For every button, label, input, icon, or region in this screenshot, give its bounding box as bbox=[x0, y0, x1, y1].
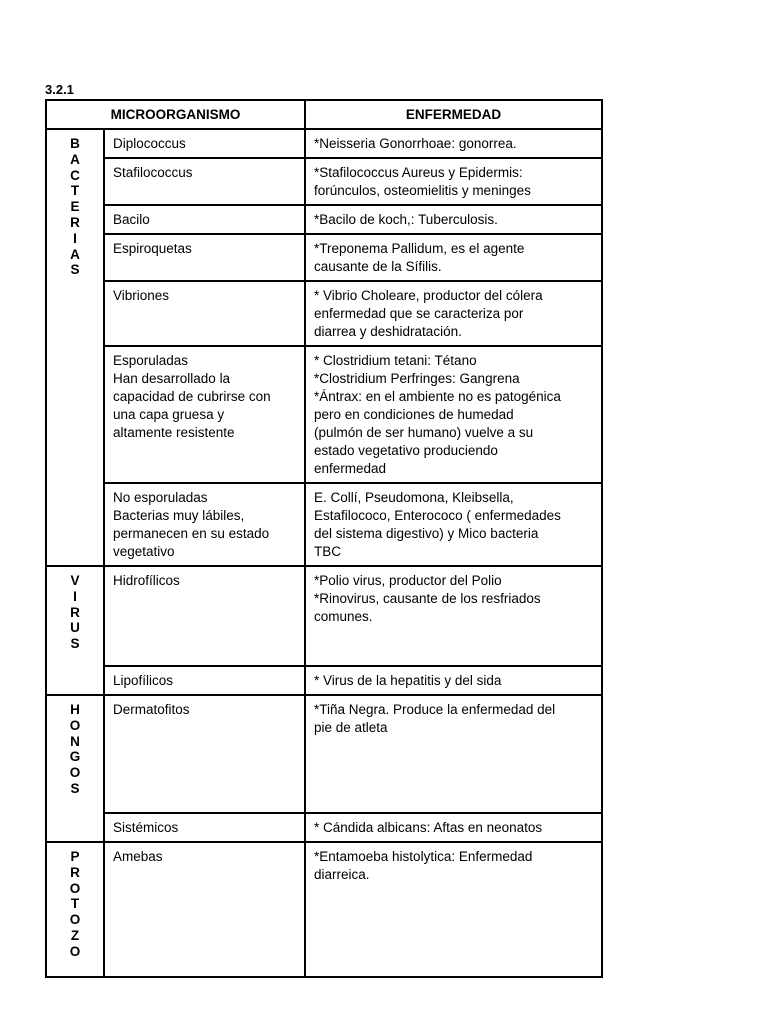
table-row bbox=[46, 205, 602, 234]
disease-text: *Tiña Negra. Produce la enfermedad del pie de atleta bbox=[314, 702, 556, 735]
microorganism-cell bbox=[104, 842, 305, 977]
disease-text: E. Collí, Pseudomona, Kleibsella, Estafilococo, Enterococo ( enfermedades del sistema digestivo) y Mico bacteria TBC bbox=[314, 490, 561, 559]
group-label-protozo bbox=[46, 842, 104, 977]
disease-cell bbox=[305, 566, 602, 666]
microorganism-text: Vibriones bbox=[113, 288, 170, 303]
table-row bbox=[46, 281, 602, 346]
group-label-bacterias bbox=[46, 129, 104, 566]
disease-cell bbox=[305, 842, 602, 977]
microorganism-cell bbox=[104, 483, 305, 566]
table-row bbox=[46, 234, 602, 281]
section-number: 3.2.1 bbox=[45, 82, 74, 97]
table-header-row bbox=[46, 100, 602, 129]
microorganism-disease-table bbox=[45, 99, 603, 978]
disease-text: *Treponema Pallidum, es el agente causante de la Sífilis. bbox=[314, 241, 525, 274]
microorganism-cell bbox=[104, 813, 305, 842]
disease-text: *Neisseria Gonorrhoae: gonorrea. bbox=[314, 136, 517, 151]
disease-cell bbox=[305, 483, 602, 566]
disease-cell bbox=[305, 205, 602, 234]
disease-cell bbox=[305, 281, 602, 346]
microorganism-cell bbox=[104, 205, 305, 234]
group-label-hongos bbox=[46, 695, 104, 842]
table-row bbox=[46, 813, 602, 842]
disease-text: *Entamoeba histolytica: Enfermedad diarreica. bbox=[314, 849, 533, 882]
disease-text: *Polio virus, productor del Polio *Rinovirus, causante de los resfriados comunes. bbox=[314, 573, 541, 624]
table-row bbox=[46, 129, 602, 158]
microorganism-text: Stafilococcus bbox=[113, 165, 193, 180]
group-text-virus: V I R U S bbox=[70, 573, 80, 652]
disease-cell bbox=[305, 129, 602, 158]
disease-text: *Stafilococcus Aureus y Epidermis: forúnculos, osteomielitis y meninges bbox=[314, 165, 531, 198]
table-row bbox=[46, 842, 602, 977]
microorganism-text: Lipofílicos bbox=[113, 673, 174, 688]
table-row bbox=[46, 158, 602, 205]
microorganism-cell bbox=[104, 158, 305, 205]
header-microorganismo: MICROORGANISMO bbox=[46, 100, 305, 129]
table-row bbox=[46, 695, 602, 813]
disease-cell bbox=[305, 234, 602, 281]
disease-cell bbox=[305, 695, 602, 813]
microorganism-text: Espiroquetas bbox=[113, 241, 192, 256]
microorganism-text: Amebas bbox=[113, 849, 163, 864]
disease-text: * Cándida albicans: Aftas en neonatos bbox=[314, 820, 543, 835]
microorganism-text: Sistémicos bbox=[113, 820, 179, 835]
disease-text: * Clostridium tetani: Tétano *Clostridium Perfringes: Gangrena *Ántrax: en el ambiente no es patogénica pero en condiciones de humedad (pulmón de ser humano) vuelve a su estado vegetativo produciendo enfermedad bbox=[314, 353, 561, 476]
group-label-virus bbox=[46, 566, 104, 695]
disease-cell bbox=[305, 813, 602, 842]
group-text-bacterias: B A C T E R I A S bbox=[70, 136, 80, 278]
microorganism-cell bbox=[104, 695, 305, 813]
table-row bbox=[46, 346, 602, 483]
disease-cell bbox=[305, 158, 602, 205]
disease-text: * Vibrio Choleare, productor del cólera enfermedad que se caracteriza por diarrea y deshidratación. bbox=[314, 288, 543, 339]
microorganism-cell bbox=[104, 234, 305, 281]
microorganism-cell bbox=[104, 346, 305, 483]
disease-text: *Bacilo de koch,: Tuberculosis. bbox=[314, 212, 498, 227]
microorganism-text: Dermatofitos bbox=[113, 702, 190, 717]
microorganism-cell bbox=[104, 129, 305, 158]
microorganism-text: Diplococcus bbox=[113, 136, 186, 151]
header-enfermedad: ENFERMEDAD bbox=[305, 100, 602, 129]
group-text-protozo: P R O T O Z O bbox=[69, 849, 81, 959]
disease-text: * Virus de la hepatitis y del sida bbox=[314, 673, 502, 688]
microorganism-cell bbox=[104, 666, 305, 695]
microorganism-cell bbox=[104, 566, 305, 666]
table-row bbox=[46, 666, 602, 695]
microorganism-text: No esporuladas Bacterias muy lábiles, permanecen en su estado vegetativo bbox=[113, 490, 270, 559]
microorganism-text: Esporuladas Han desarrollado la capacidad de cubrirse con una capa gruesa y altamente resistente bbox=[113, 353, 271, 440]
microorganism-cell bbox=[104, 281, 305, 346]
disease-cell bbox=[305, 346, 602, 483]
microorganism-text: Bacilo bbox=[113, 212, 150, 227]
disease-cell bbox=[305, 666, 602, 695]
group-text-hongos: H O N G O S bbox=[69, 702, 81, 796]
table-row bbox=[46, 483, 602, 566]
table-row bbox=[46, 566, 602, 666]
microorganism-text: Hidrofílicos bbox=[113, 573, 180, 588]
